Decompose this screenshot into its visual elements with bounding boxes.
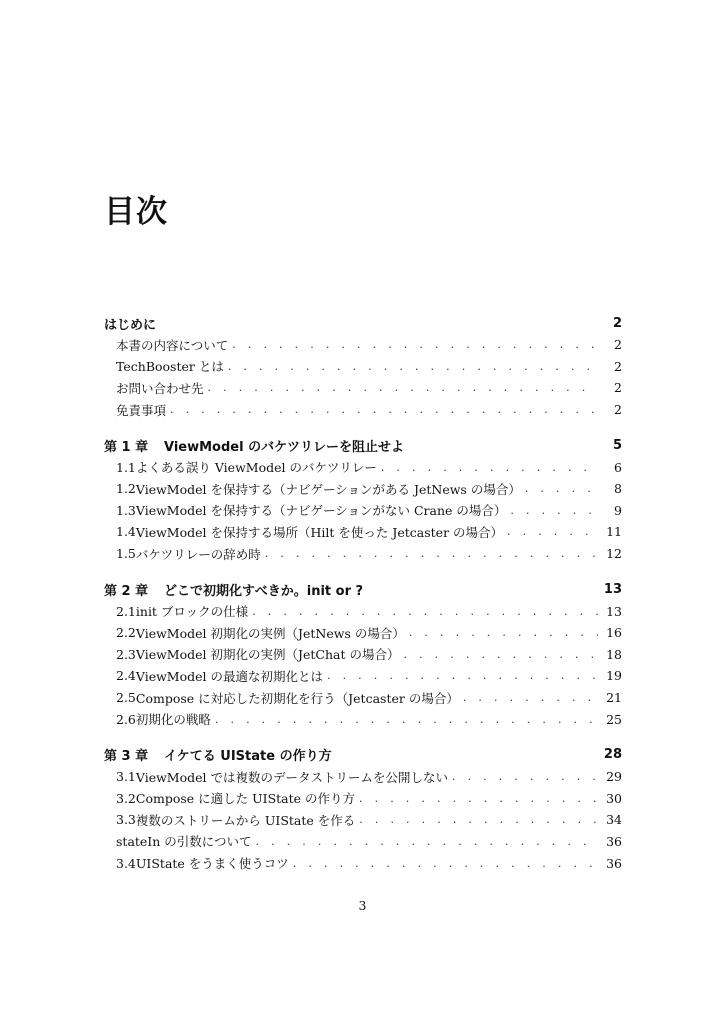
section-title: Compose に対応した初期化を行う（Jetcaster の場合）	[135, 690, 459, 706]
page-ref: 2	[612, 315, 622, 331]
section-title: ViewModel 初期化の実例（JetNews の場合）	[135, 625, 405, 641]
section-title: Compose に適した UIState の作り方	[135, 791, 356, 807]
toc-chapter-row[interactable]	[104, 744, 622, 766]
page-ref: 2	[614, 402, 622, 418]
dot-leader	[215, 713, 598, 726]
section-number: 2.4	[116, 668, 136, 684]
section-title: ViewModel の最適な初期化とは	[135, 668, 323, 684]
section-number: 2.5	[116, 690, 136, 706]
section-number: 1.1	[116, 459, 136, 475]
dot-leader	[327, 669, 598, 682]
dot-leader	[510, 504, 598, 517]
toc-entry-row[interactable]	[104, 852, 622, 874]
section-title: ViewModel では複数のデータストリームを公開しない	[135, 769, 448, 785]
dot-leader	[252, 605, 598, 618]
dot-leader	[265, 547, 598, 560]
section-title: init ブロックの仕様	[135, 604, 249, 620]
dot-leader	[232, 338, 598, 351]
dot-leader	[403, 648, 598, 661]
page-ref: 19	[606, 668, 622, 684]
toc-entry-row[interactable]	[104, 399, 622, 421]
section-number: 2.3	[116, 646, 136, 662]
page-title: 目次	[104, 194, 168, 230]
section-number: 1.2	[116, 481, 136, 497]
toc-entry-row[interactable]	[104, 377, 622, 399]
toc-entry-row[interactable]	[104, 665, 622, 687]
page-ref: 34	[606, 812, 622, 828]
section-title: よくある誤り ViewModel のバケツリレー	[135, 460, 377, 476]
section-title: 初期化の戦略	[135, 712, 211, 728]
section-title: ViewModel を保持する（ナビゲーションがある JetNews の場合）	[135, 481, 521, 497]
page-ref: 28	[603, 747, 622, 763]
toc-entry-row[interactable]	[104, 456, 622, 478]
toc-entry-row[interactable]	[104, 600, 622, 622]
section-number: 2.1	[116, 603, 136, 619]
section-number: 1.5	[116, 546, 136, 562]
dot-leader	[359, 813, 598, 826]
section-number: 3.1	[116, 769, 136, 785]
section-number: 2.6	[116, 711, 136, 727]
page-ref: 25	[606, 711, 622, 727]
section-number: 2.2	[116, 625, 136, 641]
page-ref: 2	[614, 380, 622, 396]
chapter-number: 第 1 章	[104, 439, 149, 455]
toc-entry-row[interactable]	[104, 708, 622, 730]
toc-chapter-row[interactable]	[104, 578, 622, 600]
page-ref: 13	[606, 603, 622, 619]
dot-leader	[293, 857, 598, 870]
toc-entry-row[interactable]	[104, 644, 622, 666]
section-title: ViewModel を保持する（ナビゲーションがない Crane の場合）	[135, 503, 507, 519]
page-ref: 9	[614, 502, 622, 518]
chapter-title: どこで初期化すべきか。init or ?	[164, 583, 364, 599]
page-ref: 2	[614, 358, 622, 374]
toc-entry-row[interactable]	[104, 478, 622, 500]
toc-chapter-row[interactable]	[104, 434, 622, 456]
toc-entry-row[interactable]	[104, 622, 622, 644]
dot-leader	[525, 482, 598, 495]
page-ref: 12	[606, 546, 622, 562]
dot-leader	[359, 792, 598, 805]
page-ref: 11	[606, 524, 622, 540]
toc-entry-row[interactable]	[104, 788, 622, 810]
chapter-number: 第 2 章	[104, 583, 149, 599]
toc-entry-row[interactable]	[104, 831, 622, 853]
page-ref: 18	[606, 646, 622, 662]
dot-leader	[409, 626, 598, 639]
page-ref: 16	[606, 625, 622, 641]
toc-entry-row[interactable]	[104, 766, 622, 788]
dot-leader	[381, 461, 598, 474]
section-number: 3.4	[116, 855, 136, 871]
toc-entry-row[interactable]	[104, 687, 622, 709]
table-of-contents	[104, 312, 622, 874]
toc-entry-row[interactable]	[104, 543, 622, 565]
section-number: 1.4	[116, 524, 136, 540]
section-title: お問い合わせ先	[116, 380, 204, 396]
dot-leader	[463, 691, 598, 704]
section-title: ViewModel 初期化の実例（JetChat の場合）	[135, 647, 400, 663]
dot-leader	[228, 360, 598, 373]
section-title: バケツリレーの辞め時	[135, 546, 261, 562]
section-number: 1.3	[116, 502, 136, 518]
section-title: ViewModel を保持する場所（Hilt を使った Jetcaster の場合）	[135, 524, 504, 540]
section-title: TechBooster とは	[116, 359, 224, 375]
dot-leader	[170, 403, 598, 416]
page-number: 3	[358, 898, 367, 913]
toc-entry-row[interactable]	[104, 809, 622, 831]
dot-leader	[208, 381, 598, 394]
chapter-title: はじめに	[104, 317, 157, 333]
page-ref: 13	[603, 581, 622, 597]
page-ref: 36	[606, 833, 622, 849]
dot-leader	[452, 770, 598, 783]
chapter-title: ViewModel のバケツリレーを阻止せよ	[164, 439, 404, 455]
page-ref: 30	[606, 790, 622, 806]
dot-leader	[507, 525, 598, 538]
toc-entry-row[interactable]	[104, 334, 622, 356]
page-ref: 2	[614, 337, 622, 353]
section-title: UIState をうまく使うコツ	[135, 856, 289, 872]
page-ref: 8	[614, 481, 622, 497]
toc-chapter-row[interactable]	[104, 312, 622, 334]
section-title: 複数のストリームから UIState を作る	[135, 812, 356, 828]
page-ref: 5	[612, 437, 622, 453]
page-ref: 29	[606, 769, 622, 785]
page-ref: 6	[614, 459, 622, 475]
toc-entry-row[interactable]	[104, 356, 622, 378]
section-title: 本書の内容について	[116, 337, 229, 353]
page-ref: 21	[606, 690, 622, 706]
section-number: 3.2	[116, 790, 136, 806]
section-title: stateIn の引数について	[116, 834, 252, 850]
chapter-number: 第 3 章	[104, 749, 149, 765]
page-ref: 36	[606, 855, 622, 871]
chapter-title: イケてる UIState の作り方	[164, 749, 332, 765]
section-number: 3.3	[116, 812, 136, 828]
toc-entry-row[interactable]	[104, 500, 622, 522]
section-title: 免責事項	[116, 402, 167, 418]
toc-entry-row[interactable]	[104, 521, 622, 543]
dot-leader	[256, 835, 598, 848]
